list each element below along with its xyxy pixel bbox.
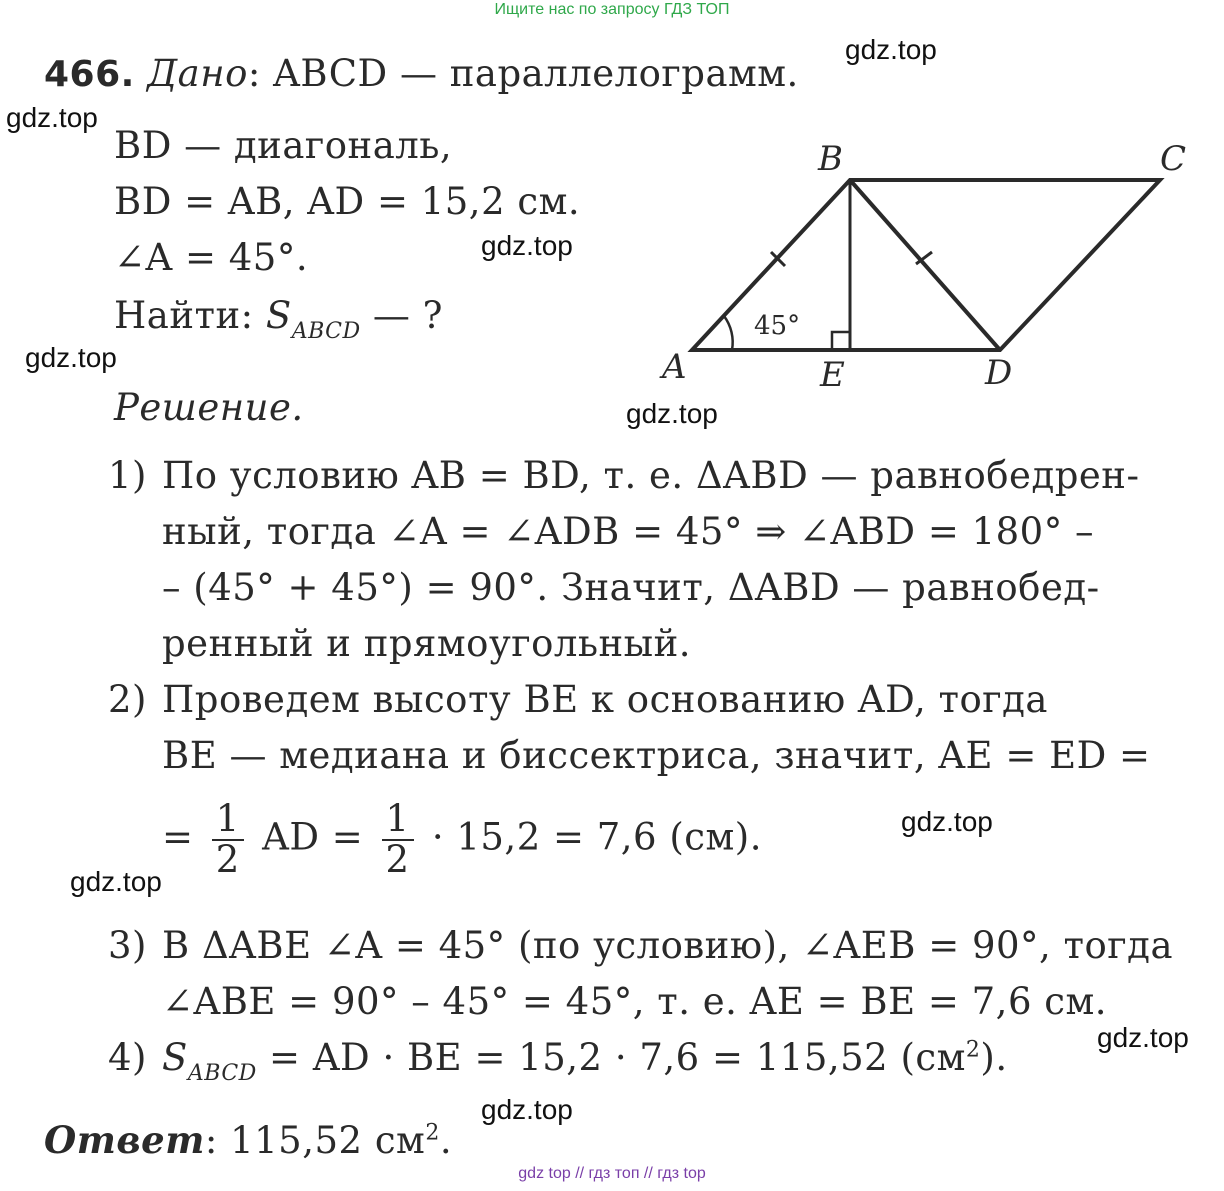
- vertex-b-label: B: [818, 139, 843, 179]
- find-label: Найти:: [114, 294, 254, 337]
- step1-line2: ный, тогда ∠A = ∠ADB = 45° ⇒ ∠ABD = 180° –: [162, 510, 1094, 553]
- step3-number: 3): [108, 924, 147, 967]
- step4-tail: = AD · BE = 15,2 · 7,6 = 115,52 (см: [256, 1036, 966, 1079]
- find-line: [114, 294, 443, 344]
- given-line-1: 466. Дано: ABCD — параллелограмм.: [44, 52, 799, 95]
- fraction-1-denominator: 2: [215, 837, 240, 881]
- step4-sub: ABCD: [187, 1061, 257, 1086]
- step2-fraction-line: [162, 797, 762, 881]
- watermark-3: gdz.top: [481, 230, 573, 261]
- step4-line: [162, 1036, 1008, 1086]
- vertex-c-label: C: [1160, 139, 1187, 179]
- point-e-label: E: [820, 355, 845, 395]
- diagonal-bd: [850, 180, 1000, 350]
- watermark-7: gdz.top: [70, 866, 162, 897]
- step4-number: 4): [108, 1036, 147, 1079]
- step2-line1: Проведем высоту BE к основанию AD, тогда: [162, 678, 1048, 721]
- step2-mid: AD =: [262, 815, 364, 859]
- find-tail: — ?: [360, 294, 444, 337]
- given-line-2: BD — диагональ,: [114, 124, 453, 167]
- given-line-3: BD = AB, AD = 15,2 см.: [114, 180, 581, 223]
- right-angle-mark: [832, 332, 850, 350]
- step4-S: S: [162, 1036, 188, 1079]
- solution-heading: Решение.: [114, 386, 304, 429]
- answer-end: .: [439, 1119, 453, 1162]
- step2-line2: BE — медиана и биссектриса, значит, AE = ED =: [162, 734, 1151, 777]
- fraction-2: [382, 797, 414, 881]
- fraction-1: [212, 797, 244, 881]
- fraction-2-numerator: 1: [382, 800, 414, 841]
- given-statement: ABCD — параллелограмм.: [273, 52, 799, 95]
- step1-number: 1): [108, 454, 147, 497]
- top-banner[interactable]: Ищите нас по запросу ГДЗ ТОП: [494, 1, 730, 18]
- step3-line2: ∠ABE = 90° – 45° = 45°, т. е. AE = BE = 7,6 см.: [162, 980, 1108, 1023]
- bottom-banner[interactable]: gdz top // гдз топ // гдз top: [518, 1165, 706, 1182]
- answer-label: Ответ: [44, 1118, 205, 1162]
- watermark-5: gdz.top: [626, 398, 718, 429]
- angle-arc: [724, 316, 733, 350]
- answer-sup: 2: [425, 1120, 440, 1146]
- fraction-2-denominator: 2: [385, 837, 410, 881]
- given-line-4: ∠A = 45°.: [114, 236, 309, 279]
- angle-label: 45°: [754, 311, 801, 341]
- find-S: S: [265, 294, 292, 337]
- parallelogram-diagram: [640, 130, 1200, 400]
- watermark-2: gdz.top: [6, 102, 98, 133]
- step4-sup: 2: [965, 1037, 981, 1063]
- step2-tail: · 15,2 = 7,6 (см).: [431, 815, 762, 859]
- watermark-9: gdz.top: [481, 1094, 573, 1125]
- step1-line4: ренный и прямоугольный.: [162, 622, 692, 665]
- vertex-d-label: D: [985, 353, 1013, 393]
- step1-line1: По условию AB = BD, т. е. ΔABD — равнобедрен-: [162, 454, 1140, 497]
- find-sub: ABCD: [291, 319, 361, 344]
- watermark-6: gdz.top: [901, 806, 993, 837]
- step3-line1: В ΔABE ∠A = 45° (по условию), ∠AEB = 90°, тогда: [162, 924, 1174, 967]
- given-label: Дано: [147, 52, 248, 95]
- step2-number: 2): [108, 678, 147, 721]
- answer-line: [44, 1118, 452, 1162]
- equals-sign: =: [162, 815, 194, 859]
- step4-end: ).: [980, 1036, 1008, 1079]
- watermark-4: gdz.top: [25, 342, 117, 373]
- watermark-1: gdz.top: [845, 34, 937, 65]
- answer-value: : 115,52 см: [204, 1119, 426, 1162]
- step1-line3: – (45° + 45°) = 90°. Значит, ΔABD — равнобед-: [162, 566, 1100, 609]
- fraction-1-numerator: 1: [212, 800, 244, 841]
- watermark-8: gdz.top: [1097, 1022, 1189, 1053]
- problem-number: 466.: [44, 54, 135, 95]
- vertex-a-label: A: [662, 347, 687, 387]
